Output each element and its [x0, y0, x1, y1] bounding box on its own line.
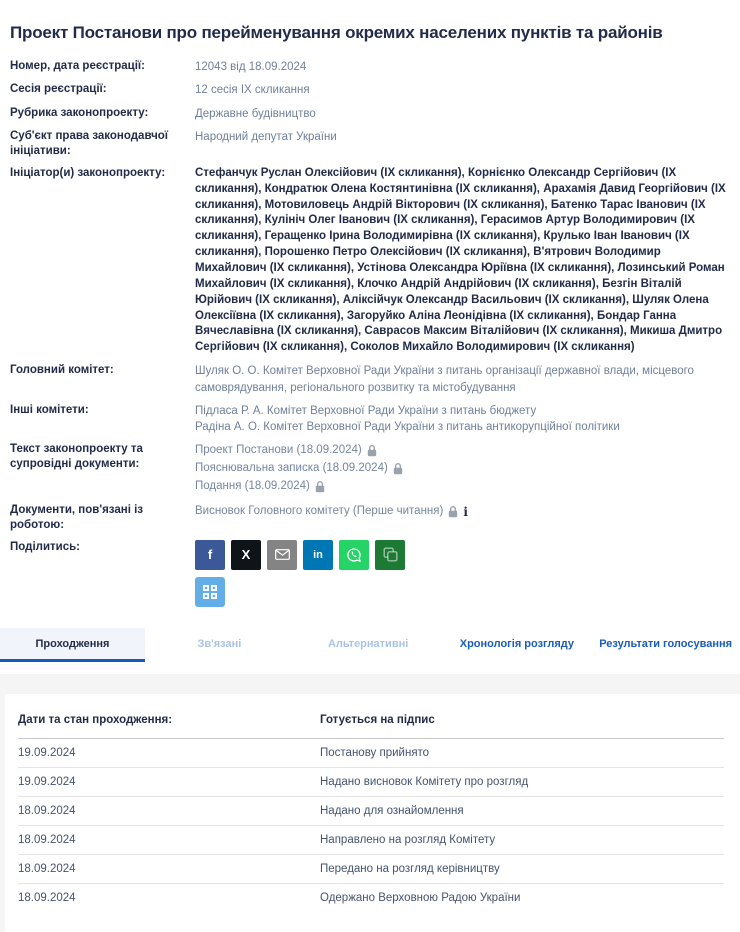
detail-row-related-documents — [10, 503, 730, 533]
bill-details — [0, 59, 740, 614]
table-row — [18, 826, 724, 855]
linkedin-share-button[interactable] — [303, 540, 333, 570]
detail-row-main-committee — [10, 363, 730, 396]
detail-row-session — [10, 82, 730, 98]
page-title: Проект Постанови про перейменування окремих населених пунктів та районів — [10, 23, 663, 42]
related-documents-list — [195, 503, 730, 522]
row-status: Постанову прийнято — [320, 746, 430, 759]
facebook-share-button[interactable] — [195, 540, 225, 570]
detail-row-reg-number — [10, 59, 730, 75]
detail-row-other-committees — [10, 403, 730, 436]
main-committee-label: Головний комітет: — [10, 364, 114, 377]
detail-row-initiative-subject — [10, 129, 730, 159]
lock-icon — [315, 481, 325, 493]
reg-number-label: Номер, дата реєстрації: — [10, 60, 145, 72]
passage-table-header — [18, 706, 724, 739]
table-row — [18, 797, 724, 826]
current-stage-header: Готується на підпис — [320, 713, 435, 726]
info-icon[interactable]: i — [463, 504, 468, 519]
rubric-label: Рубрика законопроекту: — [10, 106, 149, 119]
main-committee-value: Шуляк О. О. Комітет Верховної Ради України з питань організації державної влади, місцевого самоврядування, регіонального розвитку та містобудування — [195, 365, 694, 394]
lock-icon — [367, 445, 377, 457]
qr-code-button[interactable] — [195, 577, 225, 607]
document-link-committee-conclusion[interactable] — [195, 503, 730, 522]
passage-table-card — [5, 694, 740, 932]
detail-row-share — [10, 540, 730, 607]
x-twitter-share-button[interactable] — [231, 540, 261, 570]
other-committees-value — [195, 403, 730, 436]
table-row — [18, 855, 724, 884]
related-documents-label: Документи, пов'язані із роботою: — [10, 503, 143, 531]
row-date: 19.09.2024 — [18, 746, 76, 759]
document-link-label: Висновок Головного комітету (Перше читання) — [195, 505, 444, 518]
row-status: Надано для ознайомлення — [320, 804, 464, 817]
documents-label: Текст законопроекту та супровідні документи: — [10, 443, 143, 471]
dates-column-header: Дати та стан проходження: — [18, 713, 173, 726]
share-more-button[interactable] — [375, 540, 405, 570]
tab-voting-results[interactable]: Результати голосування — [599, 637, 733, 650]
documents-list — [195, 442, 730, 495]
linkedin-icon: in — [313, 548, 323, 561]
row-status: Одержано Верховною Радою України — [320, 891, 521, 904]
tab-alternatives[interactable]: Альтернативні — [327, 637, 409, 650]
initiative-subject-label: Суб'єкт права законодавчої ініціативи: — [10, 129, 169, 157]
row-status: Надано висновок Комітету про розгляд — [320, 775, 529, 788]
other-committee-budget: Підласа Р. А. Комітет Верховної Ради України з питань бюджету — [195, 404, 537, 417]
x-twitter-icon: X — [241, 547, 251, 563]
row-date: 19.09.2024 — [18, 775, 76, 788]
other-committee-anticorruption: Радіна А. О. Комітет Верховної Ради України з питань антикорупційної політики — [195, 421, 620, 434]
row-status: Передано на розгляд керівництву — [320, 862, 500, 875]
table-row — [18, 768, 724, 797]
rubric-value: Державне будівництво — [195, 107, 316, 120]
row-date: 18.09.2024 — [18, 862, 76, 875]
initiators-value: Стефанчук Руслан Олексійович (ІХ скликання), Корнієнко Олександр Сергійович (ІХ скликання), Кондратюк Олена Костянтинівна (ІХ скликання), Арахамія Давид Георгійович (ІХ скликання), Мотовиловець Андрій Вікторович (ІХ скликання), Батенко Тарас Іванович (ІХ скликання), Кулініч Олег Іванович (ІХ скликання), Герасимов Артур Володимирович (ІХ скликання), Геращенко Ірина Володимирівна (ІХ скликання), Крулько Іван Іванович (ІХ скликання), Порошенко Петро Олексійович (ІХ скликання), В'ятрович Володимир Михайлович (ІХ скликання), Устінова Олександра Юріївна (ІХ скликання), Лозинський Роман Михайлович (ІХ скликання), Клочко Андрій Андрійович (ІХ скликання), Безгін Віталій Юрійович (ІХ скликання), Аліксійчук Олександр Васильович (ІХ скликання), Шуляк Олена Олексіївна (ІХ скликання), Загоруйко Аліна Леонідівна (ІХ скликання), Бондар Ганна Вячеславівна (ІХ скликання), Саврасов Максим Віталійович (ІХ скликання), Микиша Дмитро Сергійович (ІХ скликання), Соколов Михайло Володимирович (ІХ скликання) — [195, 166, 726, 354]
email-share-button[interactable] — [267, 540, 297, 570]
document-link-explanatory-note[interactable] — [195, 460, 730, 478]
document-link-label: Пояснювальна записка (18.09.2024) — [195, 462, 388, 475]
row-status: Направлено на розгляд Комітету — [320, 833, 496, 846]
row-date: 18.09.2024 — [18, 804, 76, 817]
document-link-submission[interactable] — [195, 478, 730, 496]
row-date: 18.09.2024 — [18, 833, 76, 846]
email-icon — [275, 549, 290, 560]
session-value: 12 сесія ІХ скликання — [195, 84, 310, 97]
tab-passage[interactable]: Проходження — [0, 628, 145, 662]
reg-number-value: 12043 від 18.09.2024 — [195, 61, 307, 73]
facebook-icon: f — [207, 547, 213, 563]
detail-row-rubric — [10, 106, 730, 122]
initiative-subject-value: Народний депутат України — [195, 130, 337, 143]
passage-section — [0, 674, 740, 932]
lock-icon — [448, 506, 458, 518]
qr-code-icon — [202, 584, 218, 600]
row-date: 18.09.2024 — [18, 891, 76, 904]
detail-row-documents — [10, 442, 730, 495]
share-label: Поділитись: — [10, 540, 81, 553]
tab-review-chronology[interactable]: Хронологія розгляду — [459, 637, 574, 650]
document-link-label: Проект Постанови (18.09.2024) — [195, 444, 362, 457]
detail-row-initiators — [10, 166, 730, 356]
share-buttons — [195, 540, 730, 607]
tab-bar — [0, 628, 740, 662]
whatsapp-share-button[interactable] — [339, 540, 369, 570]
other-committees-label: Інші комітети: — [10, 403, 89, 416]
document-link-draft-resolution[interactable] — [195, 442, 730, 460]
table-row — [18, 884, 724, 912]
whatsapp-icon — [346, 547, 362, 563]
initiators-label: Ініціатор(и) законопроекту: — [10, 166, 166, 179]
lock-icon — [393, 463, 403, 475]
table-row — [18, 739, 724, 768]
session-label: Сесія реєстрації: — [10, 83, 107, 96]
tab-related[interactable]: Зв'язані — [197, 637, 242, 650]
document-link-label: Подання (18.09.2024) — [195, 480, 310, 493]
share-row — [195, 540, 730, 570]
share-more-icon — [383, 547, 398, 562]
